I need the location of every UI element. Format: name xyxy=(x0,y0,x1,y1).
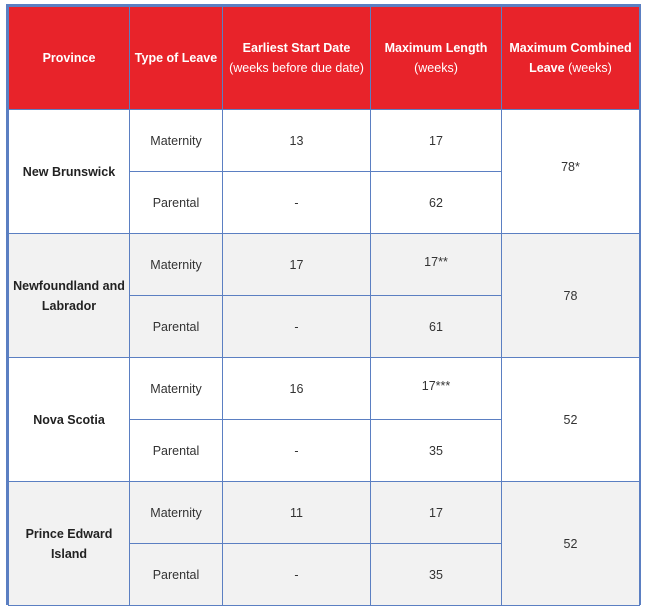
max-length-value: 17** xyxy=(424,254,448,269)
leave-type-cell: Maternity xyxy=(130,110,223,172)
earliest-start-cell: 11 xyxy=(223,482,371,544)
earliest-start-cell: - xyxy=(223,420,371,482)
combined-value: 78* xyxy=(561,160,580,174)
combined-cell xyxy=(502,234,640,358)
max-length-cell: 62 xyxy=(371,172,502,234)
province-cell: Prince Edward Island xyxy=(9,482,130,606)
max-length-cell xyxy=(371,358,502,420)
header-row xyxy=(9,7,640,110)
header-max-length-sub: (weeks) xyxy=(414,61,458,75)
earliest-start-cell: 16 xyxy=(223,358,371,420)
combined-value: 52 xyxy=(563,536,578,551)
leave-type-cell: Parental xyxy=(130,420,223,482)
max-length-cell: 35 xyxy=(371,420,502,482)
header-province-label: Province xyxy=(42,51,96,65)
header-max-combined-main: Maximum Combined Leave xyxy=(509,41,632,75)
combined-value: 52 xyxy=(563,412,578,427)
table-row xyxy=(9,234,640,296)
max-length-cell xyxy=(371,234,502,296)
header-earliest-start-sub: (weeks before due date) xyxy=(229,61,364,75)
max-length-cell: 61 xyxy=(371,296,502,358)
leave-type-cell: Parental xyxy=(130,172,223,234)
header-earliest-start-main: Earliest Start Date xyxy=(242,41,351,55)
max-length-cell: 17 xyxy=(371,110,502,172)
leave-type-cell: Maternity xyxy=(130,234,223,296)
header-type-of-leave-label: Type of Leave xyxy=(134,51,218,65)
province-cell: New Brunswick xyxy=(9,110,130,234)
table-row xyxy=(9,358,640,420)
header-max-combined-sub: (weeks) xyxy=(568,61,612,75)
header-type-of-leave xyxy=(130,7,223,110)
max-length-cell: 17 xyxy=(371,482,502,544)
leave-type-cell: Parental xyxy=(130,296,223,358)
province-cell: Nova Scotia xyxy=(9,358,130,482)
earliest-start-cell: - xyxy=(223,544,371,606)
leave-table xyxy=(8,6,640,606)
max-length-cell: 35 xyxy=(371,544,502,606)
earliest-start-cell: - xyxy=(223,296,371,358)
earliest-start-cell: - xyxy=(223,172,371,234)
header-province xyxy=(9,7,130,110)
combined-value: 78 xyxy=(563,288,578,303)
header-max-length xyxy=(371,7,502,110)
combined-cell xyxy=(502,482,640,606)
leave-table-container xyxy=(6,4,641,605)
leave-type-cell: Maternity xyxy=(130,358,223,420)
table-row xyxy=(9,110,640,172)
header-earliest-start xyxy=(223,7,371,110)
leave-type-cell: Parental xyxy=(130,544,223,606)
leave-type-cell: Maternity xyxy=(130,482,223,544)
max-length-value: 17*** xyxy=(421,378,451,393)
earliest-start-cell: 13 xyxy=(223,110,371,172)
province-cell: Newfoundland and Labrador xyxy=(9,234,130,358)
combined-cell xyxy=(502,110,640,234)
combined-cell xyxy=(502,358,640,482)
table-row xyxy=(9,482,640,544)
header-max-length-main: Maximum Length xyxy=(384,41,488,55)
earliest-start-cell: 17 xyxy=(223,234,371,296)
header-max-combined xyxy=(502,7,640,110)
